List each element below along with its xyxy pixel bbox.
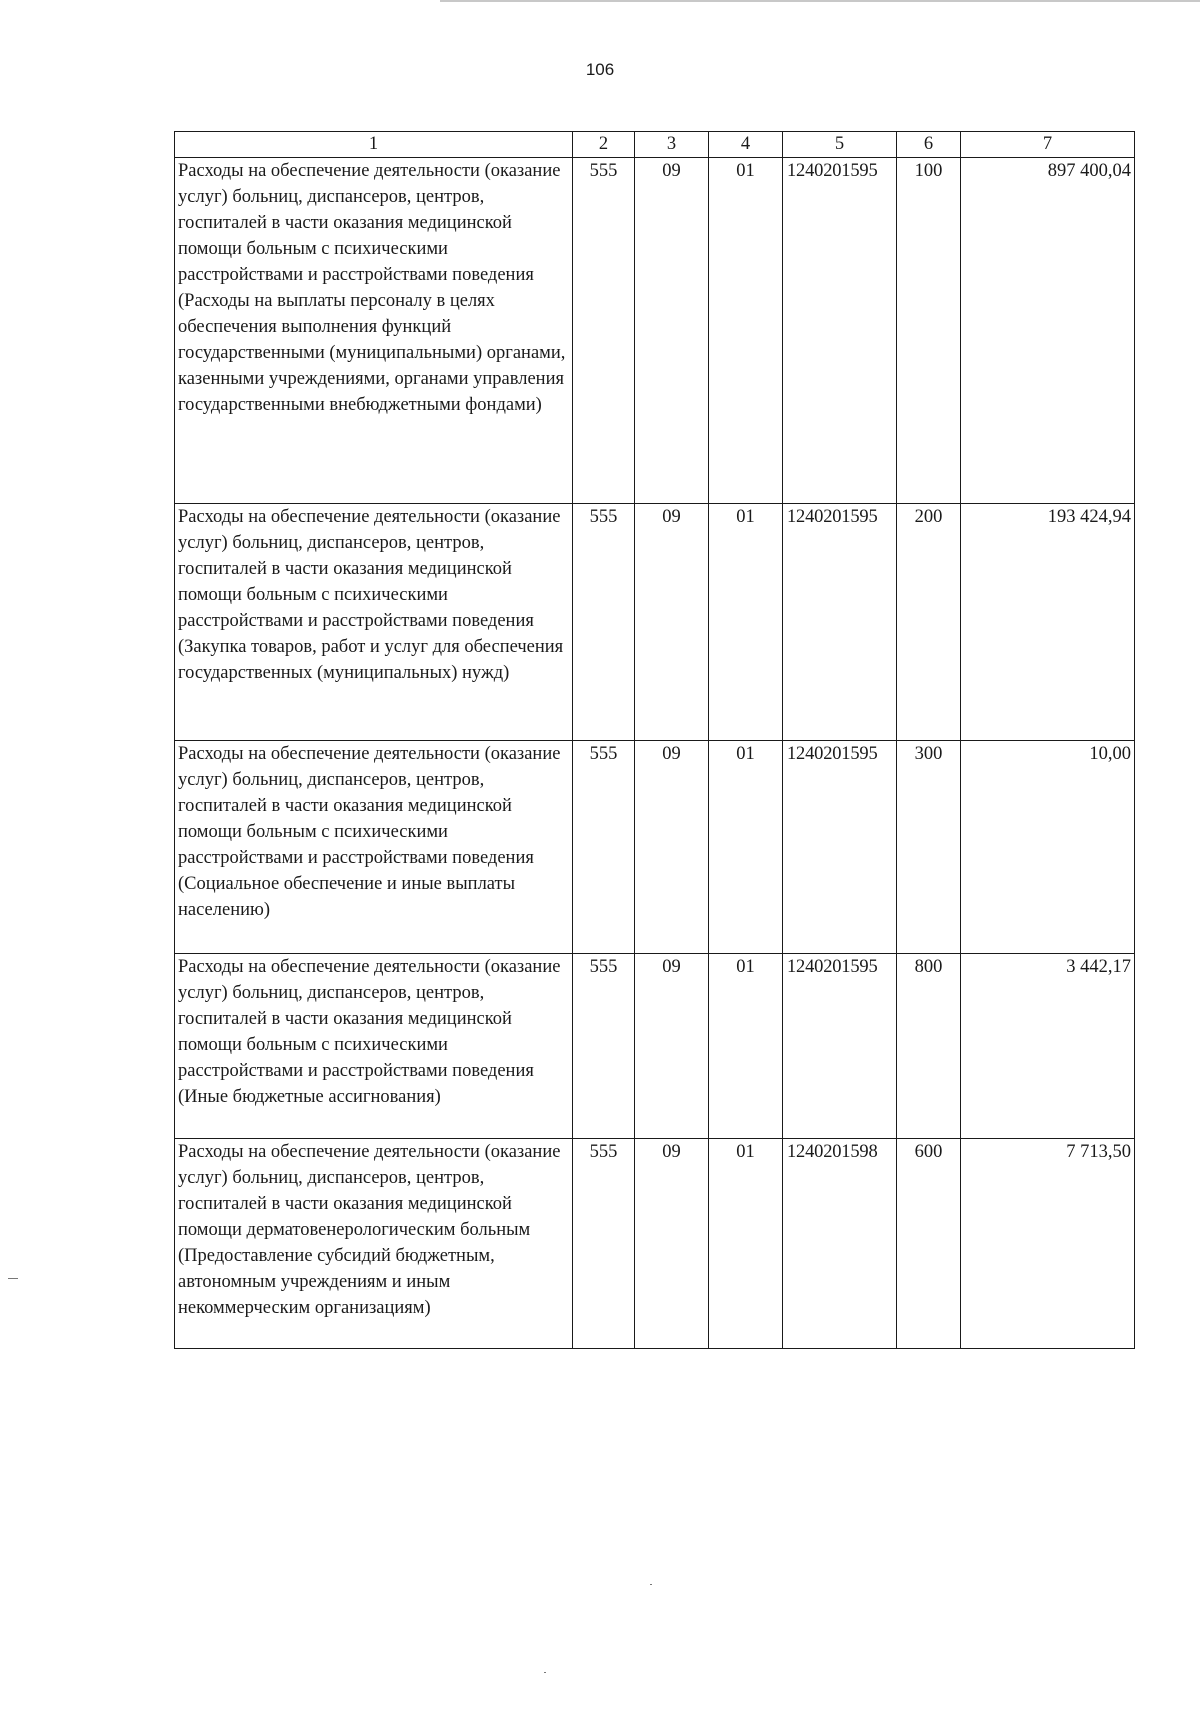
row-subsection-code: 01 — [709, 504, 783, 741]
row-grbs-code: 555 — [573, 504, 635, 741]
row-description: Расходы на обеспечение деятельности (оказание услуг) больниц, диспансеров, центров, госпиталей в части оказания медицинской помощи дерматовенерологическим больным (Предоставление субсидий бюджетным, автономным учреждениям и иным некоммерческим организациям) — [175, 1139, 573, 1349]
budget-table — [174, 131, 1135, 1349]
row-section-code: 09 — [635, 158, 709, 504]
row-amount: 193 424,94 — [961, 504, 1135, 741]
table-row — [175, 158, 1135, 504]
scan-speck — [650, 1584, 652, 1585]
row-amount: 3 442,17 — [961, 954, 1135, 1139]
header-col-2: 2 — [573, 132, 635, 158]
row-description: Расходы на обеспечение деятельности (оказание услуг) больниц, диспансеров, центров, госпиталей в части оказания медицинской помощи больным с психическими расстройствами и расстройствами поведения (Расходы на выплаты персоналу в целях обеспечения выполнения функций государственными (муниципальными) органами, казенными учреждениями, органами управления государственными внебюджетными фондами) — [175, 158, 573, 504]
row-section-code: 09 — [635, 741, 709, 954]
table-row — [175, 1139, 1135, 1349]
table-row — [175, 954, 1135, 1139]
scan-top-edge — [440, 0, 1200, 2]
row-description: Расходы на обеспечение деятельности (оказание услуг) больниц, диспансеров, центров, госпиталей в части оказания медицинской помощи больным с психическими расстройствами и расстройствами поведения (Иные бюджетные ассигнования) — [175, 954, 573, 1139]
table-row — [175, 504, 1135, 741]
row-section-code: 09 — [635, 504, 709, 741]
row-amount: 10,00 — [961, 741, 1135, 954]
row-description: Расходы на обеспечение деятельности (оказание услуг) больниц, диспансеров, центров, госпиталей в части оказания медицинской помощи больным с психическими расстройствами и расстройствами поведения (Социальное обеспечение и иные выплаты населению) — [175, 741, 573, 954]
row-expense-type-code: 200 — [897, 504, 961, 741]
row-target-article-code: 1240201595 — [783, 504, 897, 741]
page-number: 106 — [585, 60, 615, 79]
row-expense-type-code: 600 — [897, 1139, 961, 1349]
row-target-article-code: 1240201595 — [783, 954, 897, 1139]
header-col-6: 6 — [897, 132, 961, 158]
row-grbs-code: 555 — [573, 954, 635, 1139]
scan-speck — [8, 1278, 18, 1279]
table-row — [175, 741, 1135, 954]
row-amount: 897 400,04 — [961, 158, 1135, 504]
row-subsection-code: 01 — [709, 954, 783, 1139]
header-col-3: 3 — [635, 132, 709, 158]
row-grbs-code: 555 — [573, 741, 635, 954]
header-col-5: 5 — [783, 132, 897, 158]
row-target-article-code: 1240201598 — [783, 1139, 897, 1349]
table-header-row — [175, 132, 1135, 158]
row-subsection-code: 01 — [709, 741, 783, 954]
header-col-4: 4 — [709, 132, 783, 158]
header-col-1: 1 — [175, 132, 573, 158]
row-expense-type-code: 800 — [897, 954, 961, 1139]
row-subsection-code: 01 — [709, 1139, 783, 1349]
row-subsection-code: 01 — [709, 158, 783, 504]
row-target-article-code: 1240201595 — [783, 158, 897, 504]
row-target-article-code: 1240201595 — [783, 741, 897, 954]
row-grbs-code: 555 — [573, 1139, 635, 1349]
header-col-7: 7 — [961, 132, 1135, 158]
row-section-code: 09 — [635, 954, 709, 1139]
row-grbs-code: 555 — [573, 158, 635, 504]
scan-speck — [544, 1672, 546, 1673]
row-section-code: 09 — [635, 1139, 709, 1349]
row-description: Расходы на обеспечение деятельности (оказание услуг) больниц, диспансеров, центров, госпиталей в части оказания медицинской помощи больным с психическими расстройствами и расстройствами поведения (Закупка товаров, работ и услуг для обеспечения государственных (муниципальных) нужд) — [175, 504, 573, 741]
row-expense-type-code: 100 — [897, 158, 961, 504]
row-expense-type-code: 300 — [897, 741, 961, 954]
row-amount: 7 713,50 — [961, 1139, 1135, 1349]
